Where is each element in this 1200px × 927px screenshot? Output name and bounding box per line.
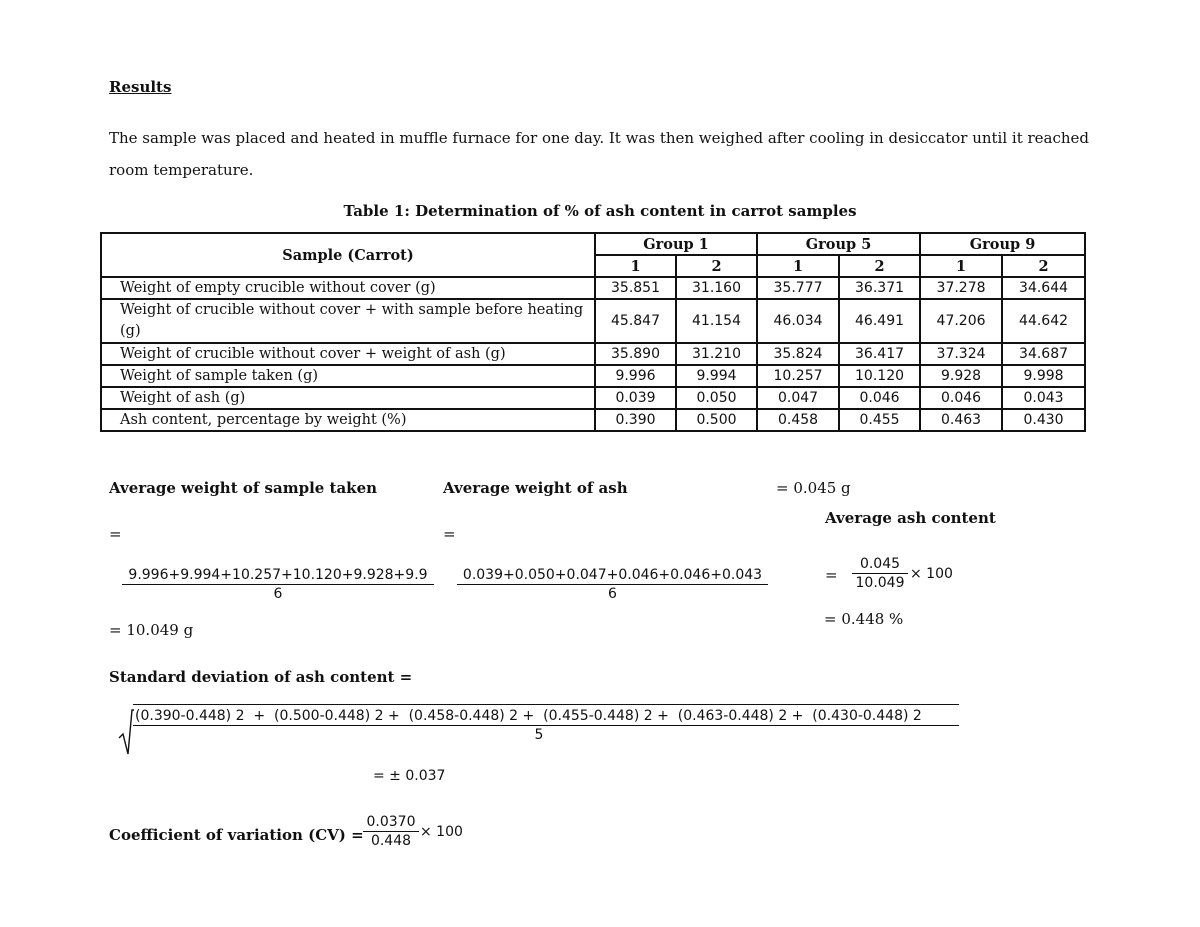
fraction-numerator: 0.0370 [366,814,416,830]
fraction-denominator: 5 [534,727,544,743]
table-cell: 0.046 [839,387,920,409]
table-cell: 37.324 [920,343,1002,365]
cv-title: Coefficient of variation (CV) = [109,826,364,844]
cv-multiplier: × 100 [420,824,463,840]
table-cell: 45.847 [595,299,676,343]
table-cell: 44.642 [1002,299,1085,343]
table-cell: 35.890 [595,343,676,365]
table-cell: 9.998 [1002,365,1085,387]
replicate-header: 1 [920,255,1002,277]
table-caption: Table 1: Determination of % of ash content in carrot samples [343,202,857,220]
row-label: Ash content, percentage by weight (%) [101,409,595,431]
fraction-numerator: 9.996+9.994+10.257+10.120+9.928+9.9 [128,567,428,583]
table-cell: 46.034 [757,299,839,343]
table-cell: 9.994 [676,365,757,387]
results-heading: Results [109,78,172,96]
replicate-header: 2 [839,255,920,277]
table-cell: 9.996 [595,365,676,387]
group-header: Group 9 [920,233,1085,255]
fraction-numerator: 0.045 [859,556,901,572]
table-cell: 0.463 [920,409,1002,431]
replicate-header: 1 [595,255,676,277]
fraction-denominator: 6 [273,586,283,602]
table-cell: 36.371 [839,277,920,299]
row-label: Weight of crucible without cover + weight of ash (g) [101,343,595,365]
avg-sample-result: = 10.049 g [109,621,194,639]
std-dev-title: Standard deviation of ash content = [109,668,413,686]
table-cell: 31.210 [676,343,757,365]
avg-ash-result: = 0.045 g [776,479,851,497]
avg-sample-title: Average weight of sample taken [109,479,378,497]
avg-ash-fraction [457,567,768,602]
cv-fraction [363,814,419,849]
table-cell: 35.824 [757,343,839,365]
table-cell: 37.278 [920,277,1002,299]
square-root-icon [118,706,134,756]
table-cell: 46.491 [839,299,920,343]
row-label: Weight of ash (g) [101,387,595,409]
fraction-bar [457,584,768,585]
table-cell: 0.043 [1002,387,1085,409]
table-cell: 35.851 [595,277,676,299]
avg-ash-title: Average weight of ash [443,479,628,497]
table-row [101,343,1085,365]
table-cell: 0.050 [676,387,757,409]
avg-sample-fraction [122,567,434,602]
row-label: Weight of crucible without cover + with sample before heating (g) [101,299,595,343]
table-cell: 0.458 [757,409,839,431]
avg-content-title: Average ash content [825,509,996,527]
intro-paragraph: The sample was placed and heated in muffle furnace for one day. It was then weighed after cooling in desiccator until it reached room temperature. [109,129,1090,179]
group-header: Group 1 [595,233,757,255]
table-cell: 35.777 [757,277,839,299]
table-cell: 34.644 [1002,277,1085,299]
fraction-denominator: 0.448 [370,833,412,849]
table-cell: 36.417 [839,343,920,365]
table-cell: 34.687 [1002,343,1085,365]
sample-header: Sample (Carrot) [101,233,595,277]
table-cell: 0.047 [757,387,839,409]
avg-content-equals: = [825,566,838,584]
std-dev-result: = ± 0.037 [373,768,446,784]
replicate-header: 2 [1002,255,1085,277]
table-cell: 0.430 [1002,409,1085,431]
avg-content-multiplier: × 100 [910,566,953,582]
fraction-bar [122,584,434,585]
table-cell: 31.160 [676,277,757,299]
table-cell: 10.257 [757,365,839,387]
table-cell: 0.046 [920,387,1002,409]
avg-sample-equals: = [109,525,122,543]
table-cell: 41.154 [676,299,757,343]
table-cell: 9.928 [920,365,1002,387]
fraction-bar [133,725,959,726]
avg-ash-equals: = [443,525,456,543]
fraction-numerator: (0.390-0.448) 2 + (0.500-0.448) 2 + (0.458-0.448) 2 + (0.455-0.448) 2 + (0.463-0.448) 2 + (0.430-0.448) 2 [135,708,922,724]
fraction-bar [363,831,419,832]
avg-content-result: = 0.448 % [824,610,904,628]
table-cell: 0.039 [595,387,676,409]
replicate-header: 1 [757,255,839,277]
avg-content-fraction [852,556,908,591]
fraction-denominator: 10.049 [855,575,905,591]
table-cell: 47.206 [920,299,1002,343]
row-label: Weight of sample taken (g) [101,365,595,387]
table-row [101,387,1085,409]
fraction-denominator: 6 [608,586,617,602]
table-row [101,365,1085,387]
replicate-header: 2 [676,255,757,277]
table-cell: 0.455 [839,409,920,431]
table-row [101,409,1085,431]
group-header: Group 5 [757,233,920,255]
table-row [101,277,1085,299]
row-label: Weight of empty crucible without cover (g) [101,277,595,299]
table-cell: 0.390 [595,409,676,431]
table-cell: 10.120 [839,365,920,387]
ash-content-table [100,232,1086,432]
std-dev-fraction [133,704,959,743]
table-cell: 0.500 [676,409,757,431]
radical-bar [133,704,959,705]
fraction-numerator: 0.039+0.050+0.047+0.046+0.046+0.043 [462,567,763,583]
table-row [101,299,1085,343]
fraction-bar [852,573,908,574]
group-header-row [101,233,1085,255]
